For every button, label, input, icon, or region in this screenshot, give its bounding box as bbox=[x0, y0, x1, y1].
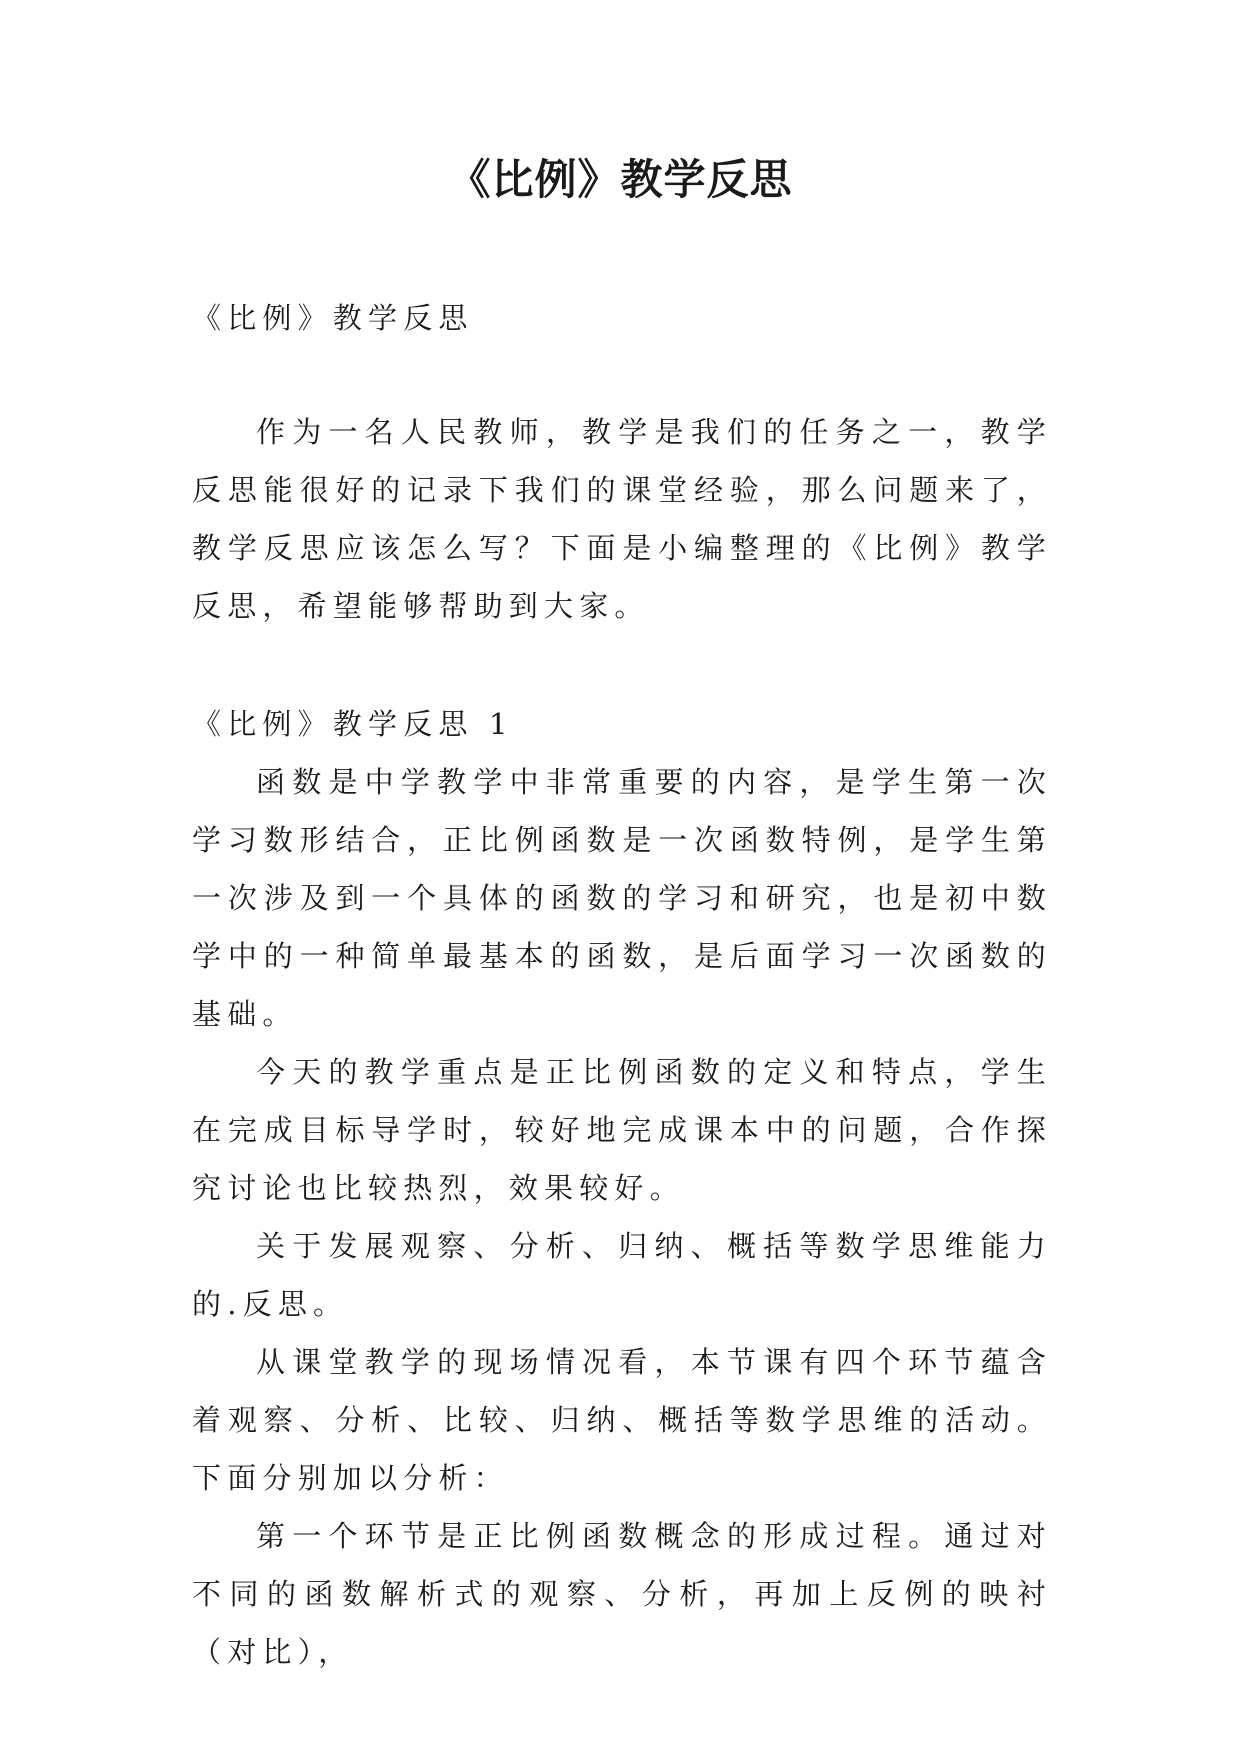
intro-paragraph: 作为一名人民教师，教学是我们的任务之一，教学反思能很好的记录下我们的课堂经验，那么问题来了，教学反思应该怎么写？下面是小编整理的《比例》教学反思，希望能够帮助到大家。 bbox=[192, 415, 1052, 623]
document-subtitle: 《比例》教学反思 bbox=[192, 301, 474, 335]
body-paragraph: 关于发展观察、分析、归纳、概括等数学思维能力的.反思。 bbox=[192, 1229, 1052, 1321]
section-heading: 《比例》教学反思 1 bbox=[192, 707, 514, 741]
body-paragraph: 第一个环节是正比例函数概念的形成过程。通过对不同的函数解析式的观察、分析，再加上反例的映衬（对比）， bbox=[192, 1519, 1052, 1669]
spacer bbox=[192, 635, 1052, 695]
spacer bbox=[192, 347, 1052, 403]
document-title: 《比例》教学反思 bbox=[448, 155, 793, 204]
body-paragraph: 从课堂教学的现场情况看，本节课有四个环节蕴含着观察、分析、比较、归纳、概括等数学思维的活动。下面分别加以分析： bbox=[192, 1345, 1052, 1495]
document-body bbox=[192, 289, 1052, 1681]
body-paragraph: 函数是中学教学中非常重要的内容，是学生第一次学习数形结合，正比例函数是一次函数特例，是学生第一次涉及到一个具体的函数的学习和研究，也是初中数学中的一种简单最基本的函数，是后面学习一次函数的基础。 bbox=[192, 765, 1052, 1031]
body-paragraph: 今天的教学重点是正比例函数的定义和特点，学生在完成目标导学时，较好地完成课本中的问题，合作探究讨论也比较热烈，效果较好。 bbox=[192, 1055, 1052, 1205]
